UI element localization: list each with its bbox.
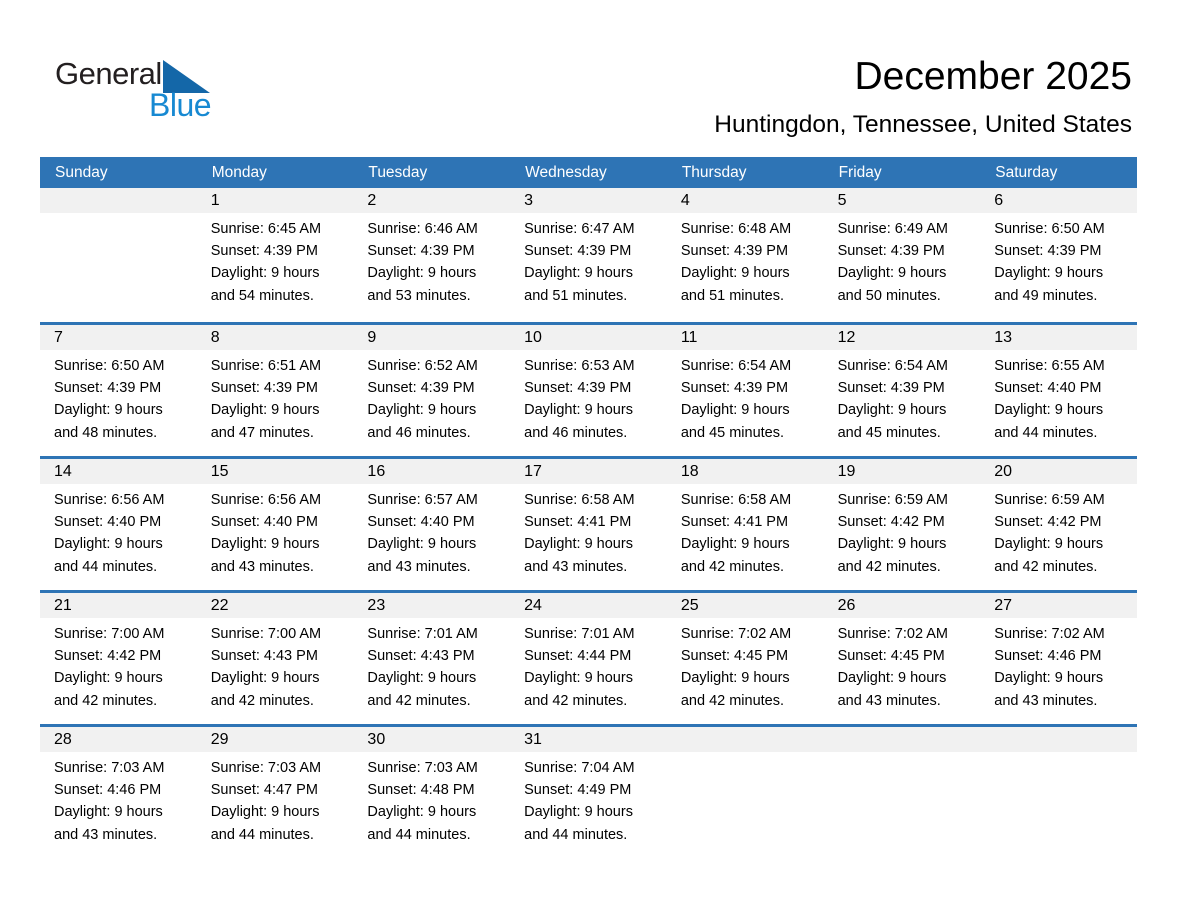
day-sunset: Sunset: 4:40 PM xyxy=(367,514,475,531)
day-number: 1 xyxy=(210,191,220,209)
day-number-band xyxy=(980,188,1137,213)
day-number-band xyxy=(197,188,354,213)
day-sunset: Sunset: 4:44 PM xyxy=(524,648,632,665)
day-sunset: Sunset: 4:40 PM xyxy=(54,514,162,531)
day-details xyxy=(667,752,824,757)
day-details xyxy=(40,350,197,444)
day-daylight-hours: Daylight: 9 hours xyxy=(994,536,1104,553)
day-number: 24 xyxy=(524,596,542,614)
day-daylight-minutes: and 47 minutes. xyxy=(210,424,314,441)
day-sunrise: Sunrise: 7:00 AM xyxy=(54,626,165,642)
day-daylight-hours: Daylight: 9 hours xyxy=(367,670,477,687)
day-daylight-minutes: and 43 minutes. xyxy=(367,558,471,575)
day-number-band xyxy=(510,325,667,350)
day-number-band xyxy=(353,727,510,752)
day-details xyxy=(353,618,510,712)
day-number-band xyxy=(667,459,824,484)
day-daylight-hours: Daylight: 9 hours xyxy=(994,265,1104,282)
day-daylight-hours: Daylight: 9 hours xyxy=(367,804,477,821)
day-details xyxy=(824,213,981,307)
day-sunset: Sunset: 4:46 PM xyxy=(54,782,162,799)
day-sunrise: Sunrise: 7:01 AM xyxy=(524,626,635,642)
day-daylight-hours: Daylight: 9 hours xyxy=(54,670,163,687)
day-cell xyxy=(40,325,197,456)
day-number-band xyxy=(824,325,981,350)
weekday-header-cell: Wednesday xyxy=(525,163,607,181)
day-sunset: Sunset: 4:40 PM xyxy=(994,380,1102,397)
day-number: 5 xyxy=(837,191,847,209)
day-number: 9 xyxy=(367,328,377,346)
day-sunrise: Sunrise: 7:04 AM xyxy=(524,760,635,776)
day-sunset: Sunset: 4:40 PM xyxy=(210,514,318,531)
day-cell xyxy=(197,188,354,322)
day-sunset: Sunset: 4:39 PM xyxy=(837,243,945,260)
day-cell xyxy=(353,593,510,724)
day-number-band xyxy=(197,459,354,484)
day-number-band xyxy=(353,459,510,484)
general-blue-logo xyxy=(55,56,255,131)
day-details xyxy=(824,350,981,444)
week-row xyxy=(40,322,1137,456)
day-cell xyxy=(980,325,1137,456)
day-details xyxy=(667,213,824,307)
day-number: 13 xyxy=(994,328,1013,346)
day-number-band xyxy=(980,325,1137,350)
day-details xyxy=(40,484,197,578)
day-sunset: Sunset: 4:49 PM xyxy=(524,782,632,799)
weekday-header-cell: Thursday xyxy=(681,163,747,181)
day-number: 29 xyxy=(210,730,229,748)
day-daylight-minutes: and 43 minutes. xyxy=(524,558,628,575)
day-daylight-minutes: and 50 minutes. xyxy=(837,287,941,304)
day-cell xyxy=(353,325,510,456)
day-daylight-minutes: and 42 minutes. xyxy=(994,558,1098,575)
day-details xyxy=(980,484,1137,578)
day-number: 7 xyxy=(54,328,63,346)
day-cell xyxy=(824,459,981,590)
day-number: 12 xyxy=(837,328,856,346)
day-daylight-minutes: and 53 minutes. xyxy=(367,287,471,304)
calendar-table xyxy=(40,157,1137,858)
day-cell xyxy=(980,593,1137,724)
day-daylight-minutes: and 45 minutes. xyxy=(837,424,941,441)
day-number-band xyxy=(197,593,354,618)
day-sunrise: Sunrise: 6:55 AM xyxy=(994,358,1105,374)
day-daylight-minutes: and 42 minutes. xyxy=(210,692,314,709)
day-daylight-hours: Daylight: 9 hours xyxy=(994,670,1104,687)
day-number: 21 xyxy=(54,596,72,614)
day-daylight-minutes: and 42 minutes. xyxy=(680,692,785,709)
day-sunset: Sunset: 4:39 PM xyxy=(524,243,632,260)
day-sunset: Sunset: 4:42 PM xyxy=(994,514,1102,531)
day-number-band xyxy=(667,727,824,752)
day-daylight-hours: Daylight: 9 hours xyxy=(54,402,163,419)
day-number: 27 xyxy=(994,596,1013,614)
title-block xyxy=(714,56,1132,139)
day-details xyxy=(667,484,824,578)
day-number-band xyxy=(667,593,824,618)
day-details xyxy=(353,350,510,444)
week-row xyxy=(40,590,1137,724)
day-daylight-minutes: and 44 minutes. xyxy=(994,424,1098,441)
empty-day-cell xyxy=(824,727,981,858)
day-sunset: Sunset: 4:42 PM xyxy=(54,648,162,665)
day-daylight-minutes: and 44 minutes. xyxy=(54,558,158,575)
day-sunrise: Sunrise: 6:56 AM xyxy=(54,492,165,508)
day-details xyxy=(197,350,354,444)
weekday-header-cell: Sunday xyxy=(55,163,108,181)
day-sunrise: Sunrise: 6:54 AM xyxy=(837,358,948,374)
day-details xyxy=(353,484,510,578)
day-details xyxy=(510,484,667,578)
day-details xyxy=(510,350,667,444)
day-number: 28 xyxy=(54,730,72,748)
day-sunset: Sunset: 4:39 PM xyxy=(524,380,632,397)
day-cell xyxy=(510,727,667,858)
day-daylight-minutes: and 49 minutes. xyxy=(994,287,1098,304)
day-details xyxy=(197,213,354,307)
weekday-header-cell: Tuesday xyxy=(368,163,428,181)
day-cell xyxy=(824,593,981,724)
day-cell xyxy=(510,593,667,724)
empty-day-cell xyxy=(40,188,197,322)
day-sunset: Sunset: 4:42 PM xyxy=(837,514,945,531)
day-sunset: Sunset: 4:45 PM xyxy=(680,648,789,665)
day-daylight-hours: Daylight: 9 hours xyxy=(837,670,947,687)
weekday-header-row xyxy=(40,157,1137,188)
day-number-band xyxy=(510,727,667,752)
day-sunrise: Sunrise: 6:54 AM xyxy=(680,358,792,374)
day-details xyxy=(980,618,1137,712)
day-sunset: Sunset: 4:39 PM xyxy=(837,380,945,397)
calendar-grid xyxy=(40,188,1137,858)
day-details xyxy=(667,350,824,444)
day-cell xyxy=(510,325,667,456)
day-details xyxy=(353,752,510,846)
day-cell xyxy=(197,459,354,590)
day-sunset: Sunset: 4:46 PM xyxy=(994,648,1102,665)
day-number-band xyxy=(353,593,510,618)
day-number-band xyxy=(667,188,824,213)
day-sunrise: Sunrise: 7:03 AM xyxy=(54,760,165,776)
day-sunrise: Sunrise: 6:57 AM xyxy=(367,492,478,508)
day-number: 14 xyxy=(54,462,72,480)
day-sunrise: Sunrise: 6:58 AM xyxy=(680,492,792,508)
day-daylight-minutes: and 54 minutes. xyxy=(210,287,314,304)
day-details xyxy=(353,213,510,307)
day-daylight-hours: Daylight: 9 hours xyxy=(524,804,633,821)
day-number: 22 xyxy=(210,596,229,614)
day-cell xyxy=(667,325,824,456)
day-cell xyxy=(824,325,981,456)
day-sunset: Sunset: 4:43 PM xyxy=(210,648,318,665)
day-number: 11 xyxy=(680,328,698,346)
day-daylight-hours: Daylight: 9 hours xyxy=(524,402,633,419)
day-number-band xyxy=(824,459,981,484)
day-sunrise: Sunrise: 6:50 AM xyxy=(54,358,165,374)
day-cell xyxy=(980,459,1137,590)
location-subtitle: Huntingdon, Tennessee, United States xyxy=(714,110,1132,138)
day-details xyxy=(824,484,981,578)
day-daylight-minutes: and 46 minutes. xyxy=(524,424,628,441)
day-sunrise: Sunrise: 6:48 AM xyxy=(680,221,792,237)
day-sunrise: Sunrise: 7:02 AM xyxy=(837,626,948,642)
day-daylight-minutes: and 46 minutes. xyxy=(367,424,471,441)
day-cell xyxy=(197,727,354,858)
day-sunrise: Sunrise: 6:51 AM xyxy=(210,358,322,374)
day-sunrise: Sunrise: 6:59 AM xyxy=(994,492,1105,508)
day-details xyxy=(980,752,1137,757)
logo-text-general: General xyxy=(55,56,162,91)
day-sunset: Sunset: 4:39 PM xyxy=(54,380,162,397)
day-number: 25 xyxy=(680,596,699,614)
day-sunset: Sunset: 4:39 PM xyxy=(367,380,475,397)
day-daylight-hours: Daylight: 9 hours xyxy=(837,536,947,553)
day-daylight-hours: Daylight: 9 hours xyxy=(210,536,320,553)
day-cell xyxy=(980,188,1137,322)
day-daylight-minutes: and 48 minutes. xyxy=(54,424,158,441)
day-sunset: Sunset: 4:47 PM xyxy=(210,782,318,799)
day-daylight-minutes: and 43 minutes. xyxy=(994,692,1098,709)
day-sunset: Sunset: 4:43 PM xyxy=(367,648,475,665)
day-sunrise: Sunrise: 6:50 AM xyxy=(994,221,1105,237)
day-sunset: Sunset: 4:39 PM xyxy=(680,243,789,260)
day-number: 16 xyxy=(367,462,386,480)
day-sunset: Sunset: 4:45 PM xyxy=(837,648,945,665)
day-details xyxy=(40,752,197,846)
day-sunrise: Sunrise: 7:01 AM xyxy=(367,626,478,642)
day-sunrise: Sunrise: 7:00 AM xyxy=(210,626,322,642)
day-daylight-minutes: and 43 minutes. xyxy=(837,692,941,709)
week-row xyxy=(40,456,1137,590)
day-details xyxy=(40,213,197,218)
day-sunset: Sunset: 4:48 PM xyxy=(367,782,475,799)
day-details xyxy=(40,618,197,712)
day-daylight-minutes: and 43 minutes. xyxy=(210,558,314,575)
week-row xyxy=(40,724,1137,858)
day-details xyxy=(510,618,667,712)
day-sunrise: Sunrise: 6:59 AM xyxy=(837,492,948,508)
day-daylight-hours: Daylight: 9 hours xyxy=(524,536,633,553)
day-sunrise: Sunrise: 6:58 AM xyxy=(524,492,635,508)
day-daylight-hours: Daylight: 9 hours xyxy=(524,265,633,282)
day-details xyxy=(510,213,667,307)
day-number-band xyxy=(40,188,197,213)
day-sunset: Sunset: 4:41 PM xyxy=(680,514,789,531)
day-sunrise: Sunrise: 6:47 AM xyxy=(524,221,635,237)
day-daylight-hours: Daylight: 9 hours xyxy=(367,402,477,419)
day-daylight-minutes: and 44 minutes. xyxy=(367,826,471,843)
day-daylight-hours: Daylight: 9 hours xyxy=(54,536,163,553)
day-sunrise: Sunrise: 6:52 AM xyxy=(367,358,478,374)
day-daylight-hours: Daylight: 9 hours xyxy=(210,670,320,687)
day-daylight-hours: Daylight: 9 hours xyxy=(994,402,1104,419)
day-daylight-hours: Daylight: 9 hours xyxy=(524,670,633,687)
day-details xyxy=(197,484,354,578)
weekday-header-cell: Friday xyxy=(838,163,882,181)
day-daylight-minutes: and 42 minutes. xyxy=(680,558,785,575)
day-details xyxy=(980,350,1137,444)
week-row xyxy=(40,188,1137,322)
day-number-band xyxy=(40,325,197,350)
day-daylight-minutes: and 42 minutes. xyxy=(837,558,941,575)
day-number-band xyxy=(197,727,354,752)
day-number: 23 xyxy=(367,596,386,614)
day-daylight-hours: Daylight: 9 hours xyxy=(367,536,477,553)
day-sunset: Sunset: 4:39 PM xyxy=(680,380,789,397)
day-number-band xyxy=(980,727,1137,752)
day-cell xyxy=(197,593,354,724)
logo-text-blue: Blue xyxy=(149,87,212,123)
day-cell xyxy=(353,459,510,590)
day-number: 4 xyxy=(680,191,690,209)
day-sunset: Sunset: 4:39 PM xyxy=(210,243,318,260)
day-daylight-hours: Daylight: 9 hours xyxy=(210,265,320,282)
empty-day-cell xyxy=(667,727,824,858)
day-daylight-hours: Daylight: 9 hours xyxy=(680,670,790,687)
day-sunrise: Sunrise: 6:49 AM xyxy=(837,221,948,237)
day-details xyxy=(667,618,824,712)
day-number: 26 xyxy=(837,596,856,614)
day-daylight-minutes: and 42 minutes. xyxy=(54,692,158,709)
day-number-band xyxy=(510,188,667,213)
day-daylight-hours: Daylight: 9 hours xyxy=(680,536,790,553)
day-number-band xyxy=(824,727,981,752)
day-cell xyxy=(667,459,824,590)
day-sunrise: Sunrise: 6:46 AM xyxy=(367,221,478,237)
day-number: 15 xyxy=(210,462,229,480)
day-cell xyxy=(40,727,197,858)
day-details xyxy=(824,618,981,712)
day-daylight-hours: Daylight: 9 hours xyxy=(837,265,947,282)
day-number: 2 xyxy=(367,191,377,209)
weekday-header-cell: Monday xyxy=(211,163,267,181)
day-number-band xyxy=(353,188,510,213)
day-number-band xyxy=(197,325,354,350)
month-title: December 2025 xyxy=(854,55,1132,98)
day-daylight-minutes: and 43 minutes. xyxy=(54,826,158,843)
day-details xyxy=(197,618,354,712)
day-daylight-hours: Daylight: 9 hours xyxy=(54,804,163,821)
day-details xyxy=(980,213,1137,307)
day-daylight-hours: Daylight: 9 hours xyxy=(210,804,320,821)
day-cell xyxy=(40,593,197,724)
day-sunset: Sunset: 4:39 PM xyxy=(367,243,475,260)
day-daylight-minutes: and 44 minutes. xyxy=(210,826,314,843)
day-number: 6 xyxy=(994,191,1004,209)
day-number-band xyxy=(980,593,1137,618)
day-cell xyxy=(667,593,824,724)
day-cell xyxy=(353,188,510,322)
day-sunrise: Sunrise: 7:02 AM xyxy=(994,626,1105,642)
day-number-band xyxy=(510,593,667,618)
day-daylight-minutes: and 42 minutes. xyxy=(524,692,628,709)
day-daylight-minutes: and 42 minutes. xyxy=(367,692,471,709)
day-number-band xyxy=(353,325,510,350)
day-cell xyxy=(510,188,667,322)
day-daylight-minutes: and 51 minutes. xyxy=(680,287,785,304)
day-number-band xyxy=(40,459,197,484)
day-daylight-hours: Daylight: 9 hours xyxy=(837,402,947,419)
day-details xyxy=(510,752,667,846)
day-number: 10 xyxy=(524,328,542,346)
day-sunrise: Sunrise: 6:53 AM xyxy=(524,358,635,374)
day-cell xyxy=(40,459,197,590)
day-number: 8 xyxy=(210,328,220,346)
day-sunrise: Sunrise: 7:03 AM xyxy=(367,760,478,776)
day-daylight-minutes: and 45 minutes. xyxy=(680,424,785,441)
day-cell xyxy=(510,459,667,590)
day-number-band xyxy=(667,325,824,350)
day-cell xyxy=(667,188,824,322)
day-sunset: Sunset: 4:41 PM xyxy=(524,514,632,531)
day-sunrise: Sunrise: 6:56 AM xyxy=(210,492,322,508)
day-details xyxy=(197,752,354,846)
day-daylight-minutes: and 44 minutes. xyxy=(524,826,628,843)
empty-day-cell xyxy=(980,727,1137,858)
day-number-band xyxy=(980,459,1137,484)
day-details xyxy=(824,752,981,757)
day-number: 30 xyxy=(367,730,386,748)
day-number-band xyxy=(40,727,197,752)
day-sunrise: Sunrise: 7:03 AM xyxy=(210,760,322,776)
weekday-header-cell: Saturday xyxy=(995,163,1058,181)
day-cell xyxy=(353,727,510,858)
day-number-band xyxy=(824,188,981,213)
day-number-band xyxy=(824,593,981,618)
day-daylight-hours: Daylight: 9 hours xyxy=(680,402,790,419)
day-daylight-hours: Daylight: 9 hours xyxy=(680,265,790,282)
day-number: 17 xyxy=(524,462,542,480)
day-number: 19 xyxy=(837,462,856,480)
day-sunset: Sunset: 4:39 PM xyxy=(210,380,318,397)
day-number-band xyxy=(40,593,197,618)
day-number: 20 xyxy=(994,462,1013,480)
day-number-band xyxy=(510,459,667,484)
day-sunrise: Sunrise: 6:45 AM xyxy=(210,221,322,237)
day-sunset: Sunset: 4:39 PM xyxy=(994,243,1102,260)
day-daylight-minutes: and 51 minutes. xyxy=(524,287,628,304)
day-cell xyxy=(197,325,354,456)
day-daylight-hours: Daylight: 9 hours xyxy=(210,402,320,419)
day-cell xyxy=(824,188,981,322)
day-number: 31 xyxy=(524,730,542,748)
day-number: 3 xyxy=(524,191,534,209)
day-daylight-hours: Daylight: 9 hours xyxy=(367,265,477,282)
day-sunrise: Sunrise: 7:02 AM xyxy=(680,626,792,642)
day-number: 18 xyxy=(680,462,699,480)
